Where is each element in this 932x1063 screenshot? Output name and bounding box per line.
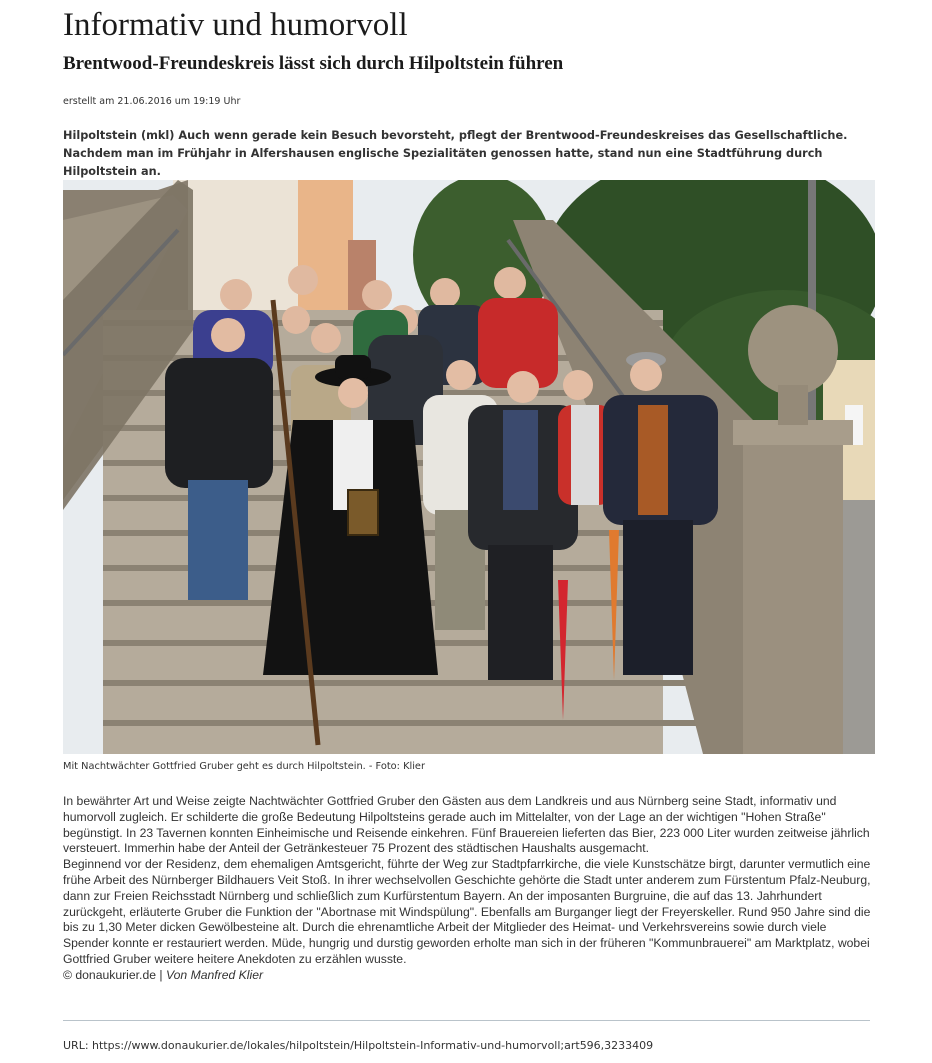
article-lead: Hilpoltstein (mkl) Auch wenn gerade kein Besuch bevorsteht, pflegt der Brentwood-Freundeskreises das Gesellschaftliche. Nachdem man im Frühjahr in Alfershausen englische Spezialitäten genossen hatte, stand nun eine Stadtführung durch Hilpoltstein an.	[63, 129, 848, 178]
body-paragraph-2: Beginnend vor der Residenz, dem ehemaligen Amtsgericht, führte der Weg zur Stadtpfarrkirche, die viele Kunstschätze birgt, darunter vermutlich eine frühe Arbeit des Nürnberger Bildhauers Veit Stoß. In ihrer wechselvollen Geschichte gehörte die Stadt unter anderem zum Fürstentum Pfalz-Neuburg, dann zur Freien Reichsstadt Nürnberg und schließlich zum Kurfürstentum Bayern. An der imposanten Burgruine, die auf das 13. Jahrhundert zurückgeht, erläuterte Gruber die Funktion der "Abortnase mit Windspülung". Ebenfalls am Burganger liegt der Freyerskeller. Rund 950 Jahre sind die bis zu 1,30 Meter dicken Gewölbesteine alt. Durch die ehrenamtliche Arbeit der Mitglieder des Heimat- und Verkehrsvereins sowie durch viele Spender konnte er restauriert werden. Müde, hungrig und durstig geworden erholte man sich in der früheren "Kommunbrauerei" am Marktplatz, wobei Gottfried Gruber weitere heitere Anekdoten zu erzählen wusste.	[63, 857, 871, 966]
article-subtitle: Brentwood-Freundeskreis lässt sich durch Hilpoltstein führen	[63, 53, 564, 74]
article-url: URL: https://www.donaukurier.de/lokales/hilpoltstein/Hilpoltstein-Informativ-und-humorvoll;art596,3233409	[63, 1039, 654, 1052]
article-credit	[63, 968, 875, 984]
group-photo-illustration	[63, 180, 875, 754]
credit-author: Von Manfred Klier	[165, 967, 264, 982]
credit-source: © donaukurier.de |	[63, 967, 166, 982]
article-photo	[63, 180, 875, 754]
body-paragraph-1: In bewährter Art und Weise zeigte Nachtwächter Gottfried Gruber den Gästen aus dem Landkreis und aus Nürnberg seine Stadt, informativ und humorvoll zugleich. Er schilderte die große Bedeutung Hilpoltsteins gerade auch im Mittelalter, von der Lage an der wichtigen "Hohen Straße" begünstigt. In 23 Tavernen konnten Einheimische und Reisende einkehren. Fünf Brauereien lieferten das Bier, 223 000 Liter wurden zeitweise jährlich versteuert. Immerhin habe der Anteil der Getränkesteuer 75 Prozent des städtischen Haushalts ausgemacht.	[63, 794, 870, 856]
footer-divider	[63, 1020, 870, 1021]
created-timestamp: erstellt am 21.06.2016 um 19:19 Uhr	[63, 96, 241, 107]
article-body	[63, 794, 875, 984]
article-title: Informativ und humorvoll	[63, 7, 408, 43]
photo-caption: Mit Nachtwächter Gottfried Gruber geht es durch Hilpoltstein. - Foto: Klier	[63, 761, 425, 772]
